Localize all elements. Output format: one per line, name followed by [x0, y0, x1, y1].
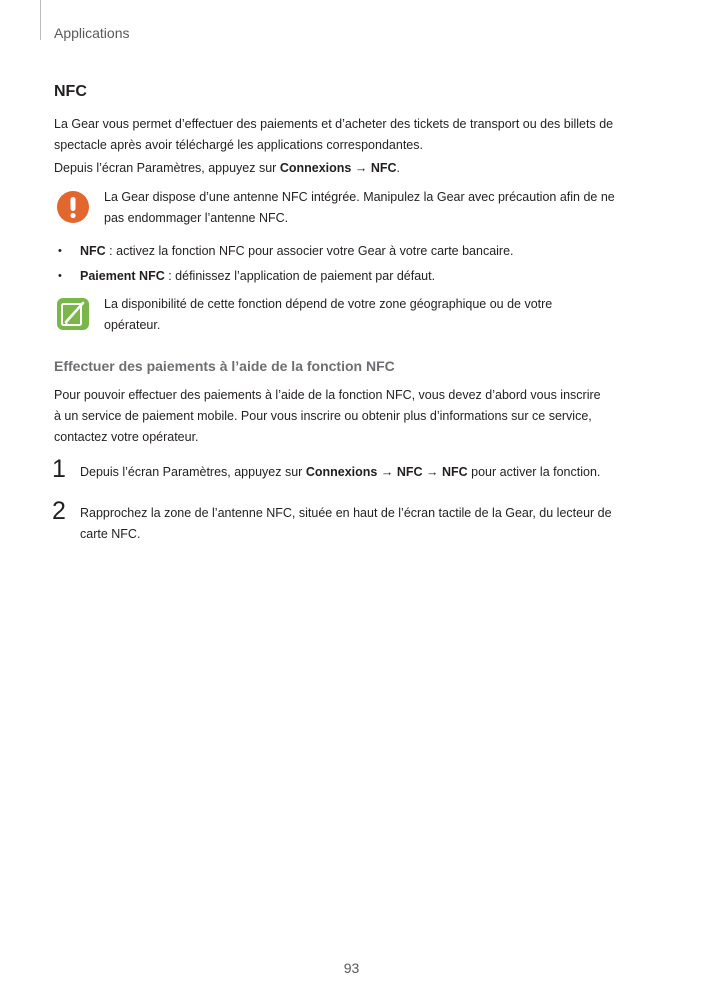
note-line-2: opérateur. — [104, 318, 161, 332]
header-title: Applications — [54, 25, 130, 41]
section-title: NFC — [54, 83, 87, 100]
step-number-2: 2 — [52, 497, 66, 525]
note-icon — [56, 297, 90, 331]
intro-line-1: La Gear vous permet d’effectuer des paiements et d’acheter des tickets de transport ou des billets de — [54, 117, 614, 131]
subsection-paragraph — [54, 385, 654, 448]
subsection-line-1: Pour pouvoir effectuer des paiements à l’aide de la fonction NFC, vous devez d’abord vous inscrire — [54, 388, 601, 402]
header-divider — [40, 0, 41, 40]
note-line-1: La disponibilité de cette fonction dépend de votre zone géographique ou de votre — [104, 297, 553, 311]
intro-paragraph — [54, 114, 654, 156]
step-1-item-connexions: Connexions — [305, 465, 378, 479]
step-1-item-nfc-toggle: NFC — [441, 465, 468, 479]
step-number-1: 1 — [52, 455, 66, 483]
path-item-connexions: Connexions — [279, 161, 352, 175]
bullet-term: Paiement NFC — [80, 269, 165, 283]
bullet-text: : activez la fonction NFC pour associer votre Gear à votre carte bancaire. — [105, 244, 514, 258]
bullet-dot: • — [58, 245, 62, 257]
subsection-line-3: contactez votre opérateur. — [54, 430, 199, 444]
step-2-line-1: Rapprochez la zone de l’antenne NFC, située en haut de l’écran tactile de la Gear, du lecteur de — [80, 506, 612, 520]
arrow: → — [351, 161, 371, 175]
caution-line-2: pas endommager l’antenne NFC. — [104, 211, 289, 225]
caution-text — [104, 187, 649, 229]
bullet-term: NFC — [80, 244, 106, 258]
settings-path — [54, 158, 654, 179]
step-1-text — [80, 462, 650, 483]
page-number: 93 — [343, 960, 360, 976]
step-1-suffix: pour activer la fonction. — [467, 465, 601, 479]
note-text — [104, 294, 649, 336]
step-1-item-nfc: NFC — [396, 465, 423, 479]
step-2-text — [80, 503, 650, 545]
bullet-text: : définissez l’application de paiement par défaut. — [164, 269, 436, 283]
caution-line-1: La Gear dispose d’une antenne NFC intégrée. Manipulez la Gear avec précaution afin de ne — [104, 190, 615, 204]
arrow: → — [422, 465, 442, 479]
step-1-prefix: Depuis l’écran Paramètres, appuyez sur — [80, 465, 306, 479]
caution-icon — [56, 190, 90, 224]
path-prefix: Depuis l’écran Paramètres, appuyez sur — [54, 161, 280, 175]
path-item-nfc: NFC — [370, 161, 397, 175]
bullet-dot: • — [58, 270, 62, 282]
step-2-line-2: carte NFC. — [80, 527, 141, 541]
arrow: → — [377, 465, 397, 479]
path-suffix: . — [396, 161, 400, 175]
subsection-title: Effectuer des paiements à l’aide de la fonction NFC — [54, 358, 395, 374]
subsection-line-2: à un service de paiement mobile. Pour vous inscrire ou obtenir plus d’informations sur ce service, — [54, 409, 592, 423]
intro-line-2: spectacle après avoir téléchargé les applications correspondantes. — [54, 138, 423, 152]
